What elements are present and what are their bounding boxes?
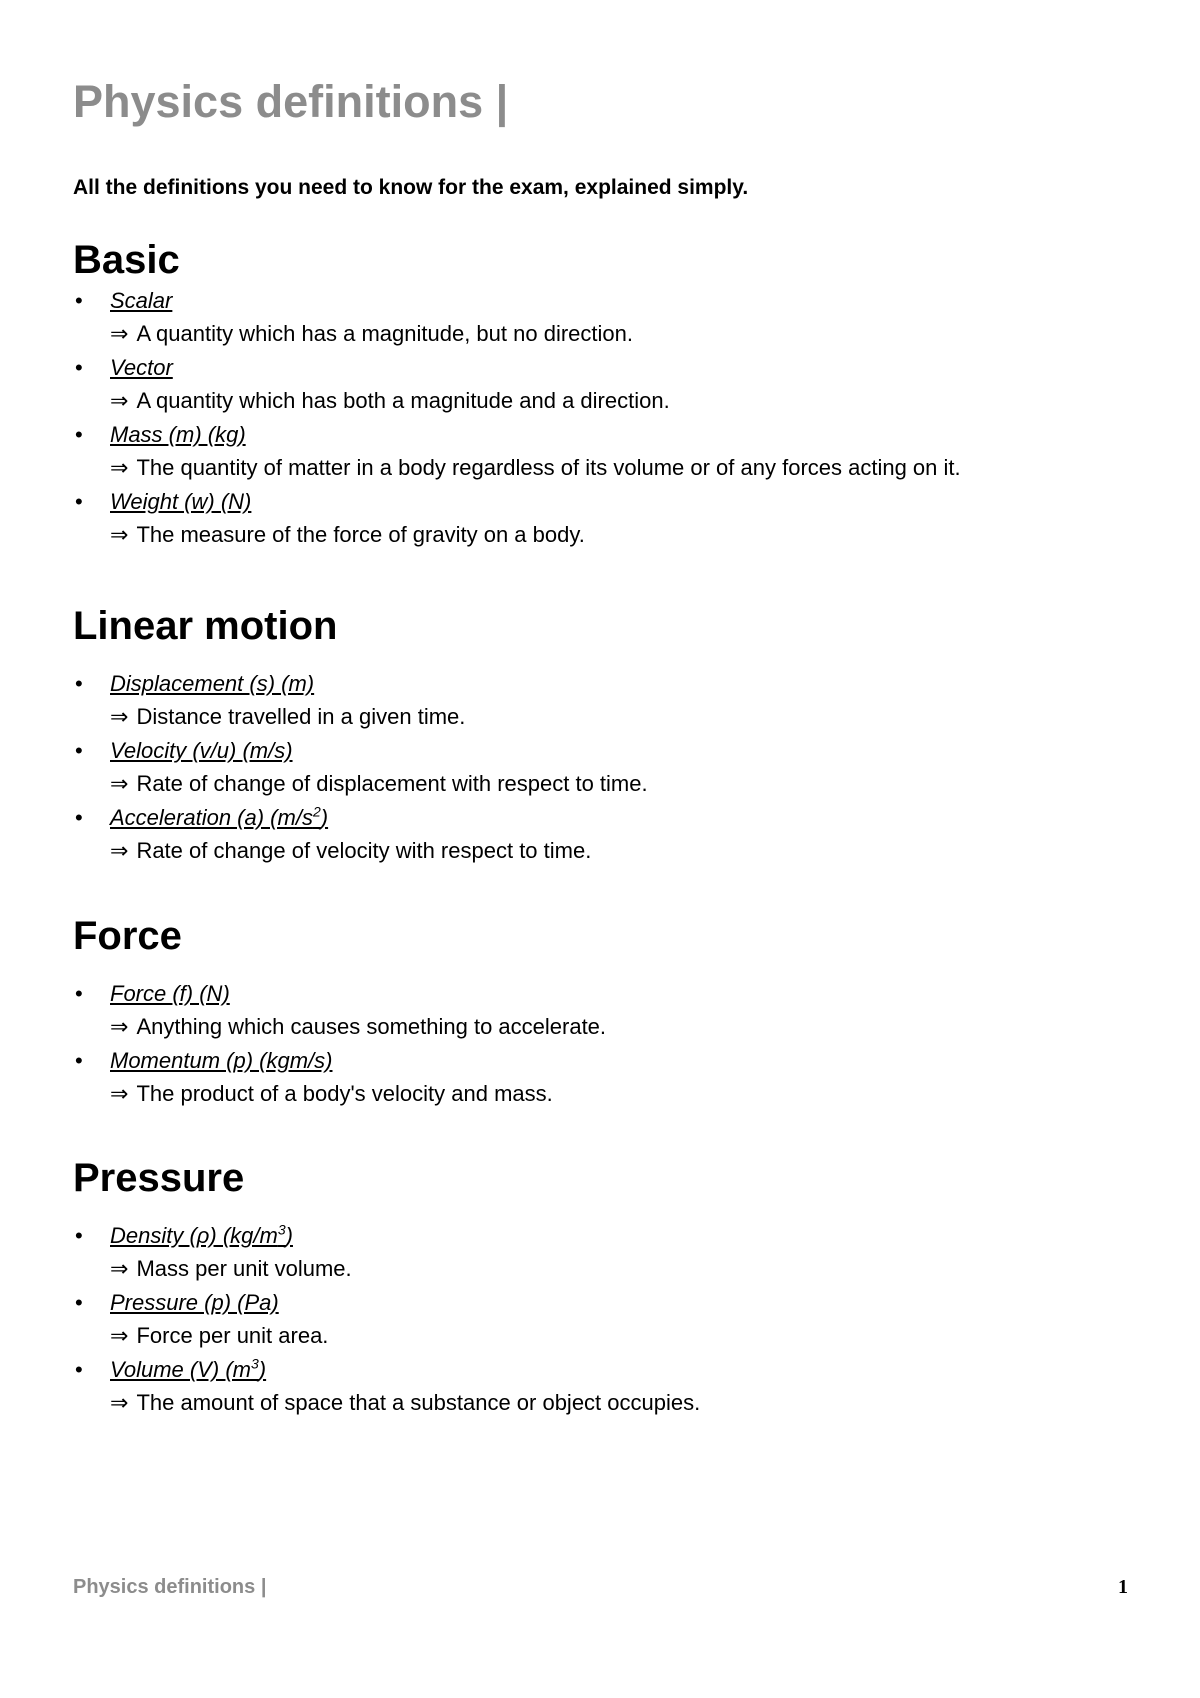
section-heading: Force bbox=[73, 914, 182, 958]
list-item bbox=[73, 977, 1133, 1044]
section-heading: Linear motion bbox=[73, 604, 338, 648]
term-label: Pressure (p) (Pa) bbox=[110, 1290, 279, 1315]
term-label: Displacement (s) (m) bbox=[110, 671, 315, 696]
term-label: Velocity (v/u) (m/s) bbox=[110, 738, 293, 763]
definition-text: ⇒ Mass per unit volume. bbox=[110, 1256, 352, 1281]
bullet-icon: • bbox=[75, 1290, 83, 1315]
list-item bbox=[73, 351, 1133, 418]
arrow-icon: ⇒ bbox=[110, 321, 129, 346]
term-label: Density (ρ) $(kg/m^3)$ bbox=[110, 1221, 293, 1248]
term-label: Vector bbox=[110, 355, 173, 380]
list-item bbox=[73, 284, 1133, 351]
definition-text: ⇒ Anything which causes something to accelerate. bbox=[110, 1014, 607, 1039]
term-label: Volume (V) $(m^3)$ bbox=[110, 1355, 267, 1382]
bullet-icon: • bbox=[75, 1357, 83, 1382]
arrow-icon: ⇒ bbox=[110, 388, 129, 413]
definition-list bbox=[73, 667, 1133, 868]
definition-text: ⇒ Distance travelled in a given time. bbox=[110, 704, 466, 729]
superscript: 3 bbox=[277, 1221, 286, 1238]
superscript: 3 bbox=[250, 1355, 259, 1372]
definition-text: ⇒ The amount of space that a substance or object occupies. bbox=[110, 1390, 701, 1415]
section-basic bbox=[73, 236, 1133, 552]
bullet-icon: • bbox=[75, 422, 83, 447]
arrow-icon: ⇒ bbox=[110, 704, 129, 729]
term-label: Force (f) (N) bbox=[110, 981, 230, 1006]
bullet-icon: • bbox=[75, 805, 83, 830]
definition-list bbox=[73, 977, 1133, 1111]
arrow-icon: ⇒ bbox=[110, 838, 129, 863]
arrow-icon: ⇒ bbox=[110, 1390, 129, 1415]
document-subtitle: All the definitions you need to know for the exam, explained simply. bbox=[73, 176, 749, 199]
section-pressure bbox=[73, 1154, 1133, 1420]
arrow-icon: ⇒ bbox=[110, 1014, 129, 1039]
bullet-icon: • bbox=[75, 671, 83, 696]
definition-text: ⇒ Rate of change of velocity with respect to time. bbox=[110, 838, 592, 863]
list-item bbox=[73, 734, 1133, 801]
list-item bbox=[73, 1286, 1133, 1353]
bullet-icon: • bbox=[75, 1048, 83, 1073]
list-item bbox=[73, 1219, 1133, 1286]
document-title: Physics definitions | bbox=[73, 76, 509, 127]
definition-text: ⇒ The product of a body's velocity and mass. bbox=[110, 1081, 553, 1106]
arrow-icon: ⇒ bbox=[110, 522, 129, 547]
definition-list bbox=[73, 284, 1133, 552]
section-linear-motion bbox=[73, 602, 1133, 868]
list-item bbox=[73, 801, 1133, 868]
bullet-icon: • bbox=[75, 1223, 83, 1248]
definition-text: ⇒ The measure of the force of gravity on a body. bbox=[110, 522, 585, 547]
definition-text: ⇒ The quantity of matter in a body regardless of its volume or of any forces acting on it. bbox=[110, 455, 961, 480]
bullet-icon: • bbox=[75, 981, 83, 1006]
list-item bbox=[73, 485, 1133, 552]
bullet-icon: • bbox=[75, 489, 83, 514]
arrow-icon: ⇒ bbox=[110, 455, 129, 480]
term-label: Momentum (p) (kgm/s) bbox=[110, 1048, 333, 1073]
page-content bbox=[73, 72, 1133, 1415]
superscript: 2 bbox=[312, 803, 321, 820]
arrow-icon: ⇒ bbox=[110, 771, 129, 796]
arrow-icon: ⇒ bbox=[110, 1323, 129, 1348]
definition-text: ⇒ A quantity which has a magnitude, but no direction. bbox=[110, 321, 633, 346]
bullet-icon: • bbox=[75, 288, 83, 313]
term-label: Acceleration (a) $(m/s^2)$ bbox=[110, 803, 329, 830]
list-item bbox=[73, 667, 1133, 734]
arrow-icon: ⇒ bbox=[110, 1256, 129, 1281]
footer-title: Physics definitions | bbox=[73, 1576, 267, 1598]
section-heading: Basic bbox=[73, 238, 180, 282]
term-label: Mass (m) (kg) bbox=[110, 422, 246, 447]
page-number: 1 bbox=[1118, 1576, 1128, 1598]
list-item bbox=[73, 1353, 1133, 1420]
section-heading: Pressure bbox=[73, 1156, 245, 1200]
term-label: Scalar bbox=[110, 288, 173, 313]
list-item bbox=[73, 1044, 1133, 1111]
arrow-icon: ⇒ bbox=[110, 1081, 129, 1106]
term-label: Weight (w) (N) bbox=[110, 489, 252, 514]
definition-text: ⇒ Force per unit area. bbox=[110, 1323, 329, 1348]
list-item bbox=[73, 418, 1133, 485]
definition-text: ⇒ A quantity which has both a magnitude and a direction. bbox=[110, 388, 670, 413]
bullet-icon: • bbox=[75, 355, 83, 380]
definition-list bbox=[73, 1219, 1133, 1420]
bullet-icon: • bbox=[75, 738, 83, 763]
definition-text: ⇒ Rate of change of displacement with respect to time. bbox=[110, 771, 648, 796]
section-force bbox=[73, 912, 1133, 1111]
